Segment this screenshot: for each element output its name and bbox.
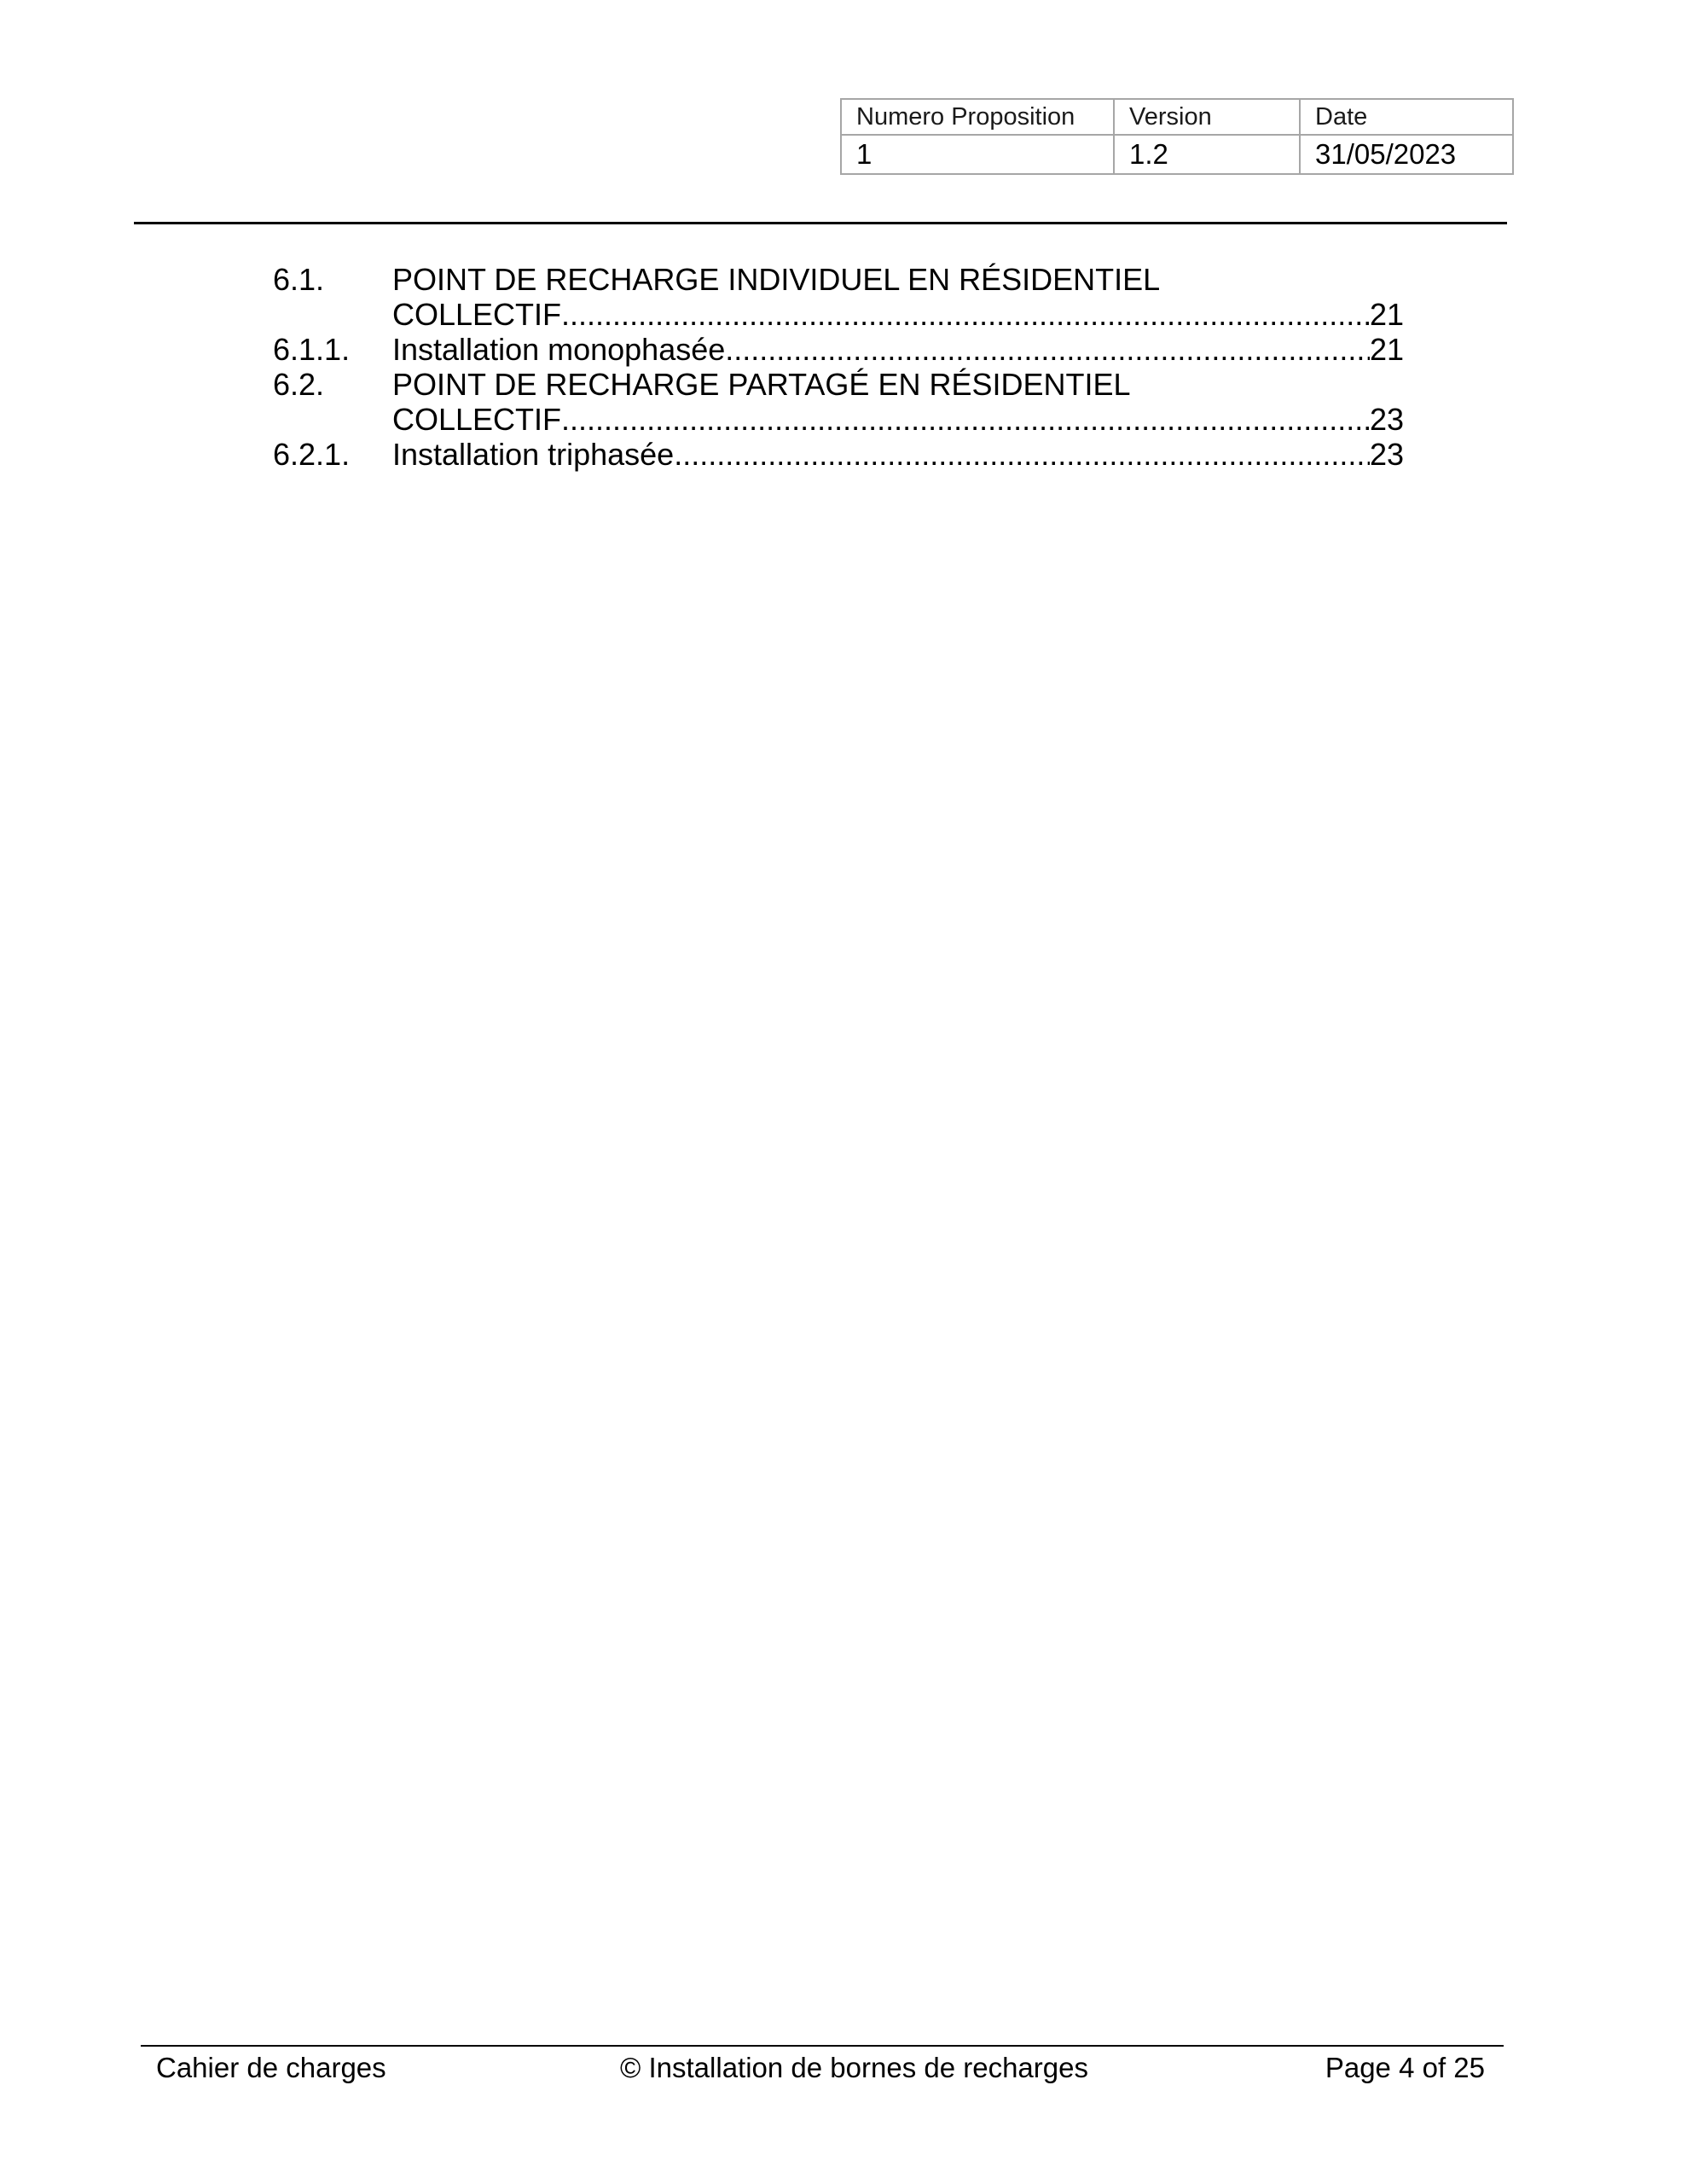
toc-entry-number: 6.1.	[273, 262, 325, 297]
toc-entry-title-line2: COLLECTIF	[392, 402, 562, 437]
toc-entry-last-line	[392, 402, 1404, 437]
toc-entry-number: 6.2.	[273, 367, 325, 402]
toc-entry-number: 6.1.1.	[273, 332, 351, 367]
footer-document-title: © Installation de bornes de recharges	[620, 2052, 1088, 2083]
numero-proposition-label: Numero Proposition	[841, 99, 1114, 135]
toc-entry-title-line1: POINT DE RECHARGE INDIVIDUEL EN RÉSIDENTIEL	[392, 262, 1161, 297]
document-info-header-row	[841, 99, 1513, 135]
toc-dot-leader	[561, 297, 1370, 332]
toc-entry-body	[392, 367, 1404, 437]
toc-dot-leader	[725, 332, 1370, 367]
toc-entry-body	[392, 332, 1404, 367]
footer-document-type: Cahier de charges	[156, 2052, 386, 2083]
footer-page-number: Page 4 of 25	[1325, 2052, 1485, 2083]
version-label: Version	[1114, 99, 1300, 135]
document-info-table	[840, 98, 1514, 175]
header-divider	[134, 222, 1507, 224]
toc-entry-title: Installation triphasée	[392, 437, 675, 472]
toc-dot-leader	[561, 402, 1370, 437]
date-label: Date	[1300, 99, 1513, 135]
toc-entry-last-line	[392, 437, 1404, 472]
toc-entry[interactable]	[273, 262, 1404, 332]
document-info-value-row	[841, 135, 1513, 174]
toc-entry-title: Installation monophasée	[392, 332, 726, 367]
toc-entry[interactable]	[273, 332, 1404, 367]
footer-divider	[141, 2045, 1504, 2047]
toc-dot-leader	[674, 437, 1370, 472]
toc-entry-title-line2: COLLECTIF	[392, 297, 562, 332]
toc-entry-page: 21	[1369, 297, 1404, 332]
date-value: 31/05/2023	[1300, 135, 1513, 174]
toc-entry[interactable]	[273, 437, 1404, 472]
toc-entry-page: 23	[1369, 402, 1404, 437]
toc-entry-page: 23	[1369, 437, 1404, 472]
toc-entry-title-line1: POINT DE RECHARGE PARTAGÉ EN RÉSIDENTIEL	[392, 367, 1131, 402]
toc-entry-page: 21	[1369, 332, 1404, 367]
toc-entry-body	[392, 437, 1404, 472]
version-value: 1.2	[1114, 135, 1300, 174]
toc-entry-last-line	[392, 332, 1404, 367]
toc-entry-number: 6.2.1.	[273, 437, 351, 472]
toc-entry-last-line	[392, 297, 1404, 332]
toc-entry-body	[392, 262, 1404, 332]
toc-entry[interactable]	[273, 367, 1404, 437]
table-of-contents	[273, 262, 1404, 472]
numero-proposition-value: 1	[841, 135, 1114, 174]
